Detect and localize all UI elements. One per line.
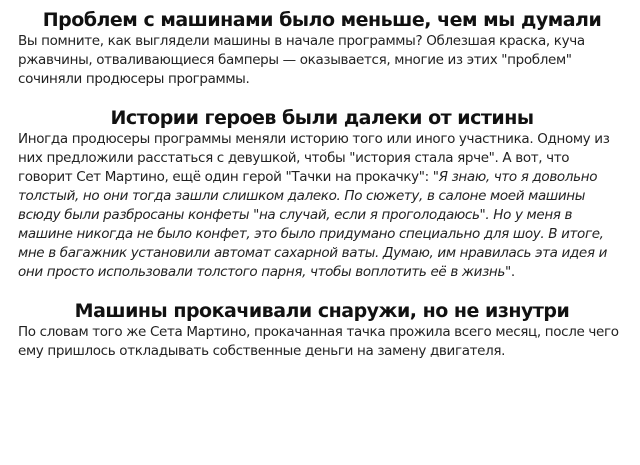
section-heading: Машины прокачивали снаружи, но не изнутри [74,300,570,322]
section-body: По словам того же Сета Мартино, прокачанная тачка прожила всего месяц, после чего ему пришлось откладывать собственные деньги на замену двигателя. [18,324,619,359]
section-car-problems [18,8,626,89]
body-intro: Иногда продюсеры программы меняли историю того или иного участника. Одному из них предложили расстаться с девушкой, чтобы "история стала ярче". А вот, что говорит Сет Мартино, ещё один герой "Тачки на прокачку": [18,131,610,185]
section-heading: Истории героев были далеки от истины [110,107,534,129]
section-outside-tuning [18,299,626,361]
quote-text: "Я знаю, что я довольно толстый, но они тогда зашли слишком далеко. По сюжету, в салоне моей машины всюду были разбросаны конфеты "на случай, если я проголодаюсь". Но у меня в машине никогда не было конфет, это было придумано специально для шоу. В итоге, мне в багажник установили автомат сахарной ваты. Думаю, им нравилась эта идея и они просто использовали толстого парня, чтобы воплотить её в жизнь" [18,169,608,280]
body-end: . [510,264,515,280]
section-hero-stories [18,106,626,282]
section-body: Вы помните, как выглядели машины в начале программы? Облезшая краска, куча ржавчины, отваливающиеся бамперы — оказывается, многие из этих "проблем" сочиняли продюсеры программы. [18,33,585,87]
section-heading: Проблем с машинами было меньше, чем мы думали [42,9,602,31]
section-body [18,130,626,282]
